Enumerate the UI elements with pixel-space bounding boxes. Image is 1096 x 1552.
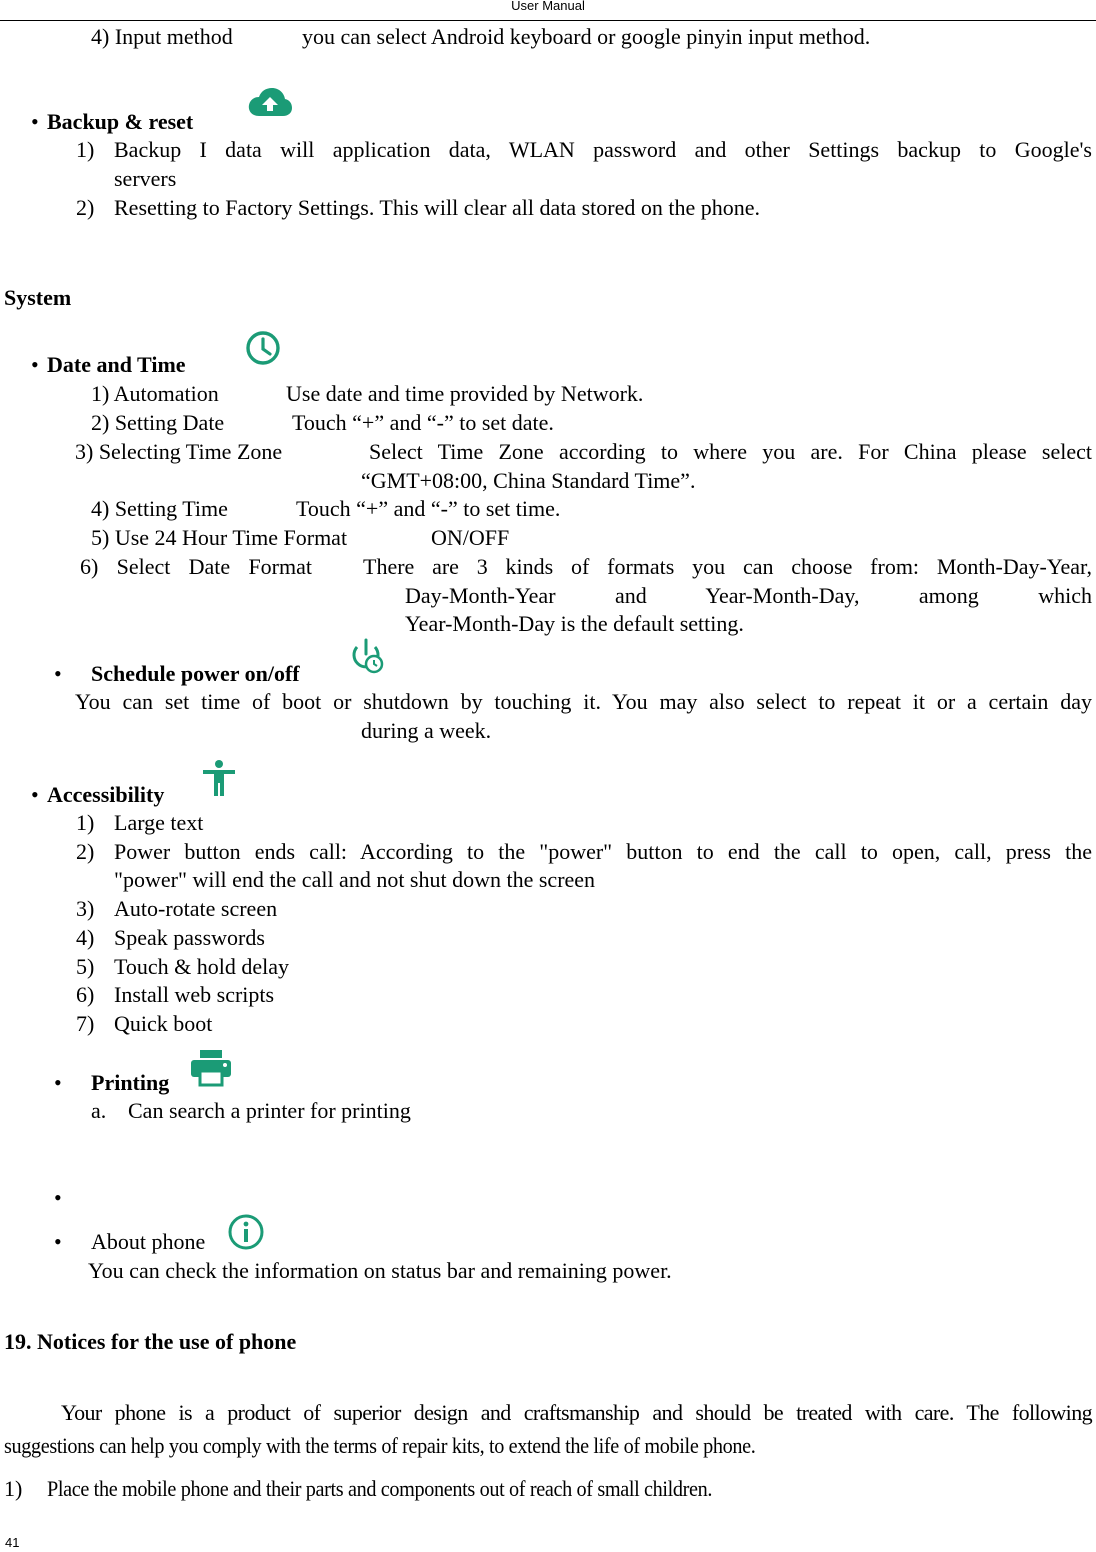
info-icon bbox=[227, 1213, 265, 1251]
notices-paragraph: Your phone is a product of superior design and craftsmanship and should be treated with care. The following bbox=[61, 1400, 1092, 1425]
printer-icon bbox=[190, 1049, 232, 1087]
accessibility-item-2-text: Power button ends call: According to the "power" button to end the call to open, call, press the bbox=[114, 839, 1092, 864]
datetime-item2-label: 2) Setting Date bbox=[91, 410, 225, 435]
header-rule bbox=[0, 20, 1096, 21]
backup-bullet: • bbox=[31, 109, 39, 134]
cloud-upload-icon bbox=[247, 86, 293, 120]
printing-item-num: a. bbox=[91, 1098, 107, 1123]
datetime-item6-desc-cont2: Year-Month-Day is the default setting. bbox=[405, 611, 744, 636]
schedule-desc-cont: during a week. bbox=[361, 718, 492, 743]
accessibility-item-1-num: 1) bbox=[76, 810, 95, 835]
accessibility-item-6-text: Install web scripts bbox=[114, 982, 275, 1007]
empty-bullet: • bbox=[54, 1185, 62, 1210]
accessibility-item-3-num: 3) bbox=[76, 896, 95, 921]
accessibility-item-2-text-cont: "power" will end the call and not shut down the screen bbox=[114, 867, 596, 892]
accessibility-item-1-text: Large text bbox=[114, 810, 204, 835]
datetime-item4-label: 4) Setting Time bbox=[91, 496, 228, 521]
schedule-title: Schedule power on/off bbox=[91, 661, 300, 686]
backup-item-2-text: Resetting to Factory Settings. This will clear all data stored on the phone. bbox=[114, 195, 761, 220]
accessibility-item-7-text: Quick boot bbox=[114, 1011, 213, 1036]
printing-bullet: • bbox=[54, 1070, 62, 1095]
accessibility-item-5-num: 5) bbox=[76, 954, 95, 979]
datetime-title: Date and Time bbox=[47, 352, 186, 377]
page-header-title: User Manual bbox=[511, 0, 585, 13]
notices-item-1-text: Place the mobile phone and their parts and components out of reach of small children. bbox=[47, 1476, 713, 1501]
datetime-item1-label: 1) Automation bbox=[91, 381, 219, 406]
datetime-item6-label: 6) Select Date Format bbox=[80, 554, 312, 579]
datetime-item3-desc: Select Time Zone according to where you are. For China please select bbox=[369, 439, 1092, 464]
backup-item-1-text-cont: servers bbox=[114, 166, 177, 191]
input-method-desc: you can select Android keyboard or google pinyin input method. bbox=[302, 24, 871, 49]
backup-item-1-num: 1) bbox=[76, 137, 95, 162]
notices-heading: 19. Notices for the use of phone bbox=[4, 1329, 297, 1354]
accessibility-item-7-num: 7) bbox=[76, 1011, 95, 1036]
datetime-item2-desc: Touch “+” and “-” to set date. bbox=[292, 410, 554, 435]
accessibility-item-6-num: 6) bbox=[76, 982, 95, 1007]
accessibility-item-3-text: Auto-rotate screen bbox=[114, 896, 278, 921]
backup-item-1-text: Backup I data will application data, WLAN password and other Settings backup to Google's bbox=[114, 137, 1092, 162]
about-title: About phone bbox=[91, 1229, 206, 1254]
about-desc: You can check the information on status bar and remaining power. bbox=[88, 1258, 672, 1283]
accessibility-title: Accessibility bbox=[47, 782, 165, 807]
datetime-item5-label: 5) Use 24 Hour Time Format bbox=[91, 525, 348, 550]
system-heading: System bbox=[4, 285, 72, 310]
schedule-desc: You can set time of boot or shutdown by touching it. You may also select to repeat it or a certain day bbox=[75, 689, 1092, 714]
datetime-item4-desc: Touch “+” and “-” to set time. bbox=[296, 496, 561, 521]
accessibility-item-4-num: 4) bbox=[76, 925, 95, 950]
accessibility-item-4-text: Speak passwords bbox=[114, 925, 265, 950]
accessibility-item-2-num: 2) bbox=[76, 839, 95, 864]
datetime-item3-label: 3) Selecting Time Zone bbox=[75, 439, 283, 464]
datetime-item6-desc-cont: Day-Month-Year and Year-Month-Day, among which bbox=[405, 583, 1092, 608]
datetime-item6-desc: There are 3 kinds of formats you can choose from: Month-Day-Year, bbox=[363, 554, 1092, 579]
schedule-bullet: • bbox=[54, 661, 62, 686]
backup-title: Backup & reset bbox=[47, 109, 194, 134]
printing-item-text: Can search a printer for printing bbox=[128, 1098, 411, 1123]
backup-item-2-num: 2) bbox=[76, 195, 95, 220]
page-number: 41 bbox=[5, 1535, 20, 1550]
notices-paragraph-cont: suggestions can help you comply with the terms of repair kits, to extend the life of mobile phone. bbox=[4, 1433, 756, 1458]
accessibility-icon bbox=[200, 759, 238, 797]
datetime-item3-desc-cont: “GMT+08:00, China Standard Time”. bbox=[361, 468, 696, 493]
accessibility-item-5-text: Touch & hold delay bbox=[114, 954, 290, 979]
input-method-label: 4) Input method bbox=[91, 24, 233, 49]
accessibility-bullet: • bbox=[31, 782, 39, 807]
about-bullet: • bbox=[54, 1229, 62, 1254]
power-clock-icon bbox=[348, 638, 384, 674]
datetime-bullet: • bbox=[31, 352, 39, 377]
clock-icon bbox=[244, 329, 282, 367]
datetime-item1-desc: Use date and time provided by Network. bbox=[286, 381, 644, 406]
notices-item-1-num: 1) bbox=[4, 1476, 23, 1501]
printing-title: Printing bbox=[91, 1070, 170, 1095]
datetime-item5-desc: ON/OFF bbox=[431, 525, 510, 550]
